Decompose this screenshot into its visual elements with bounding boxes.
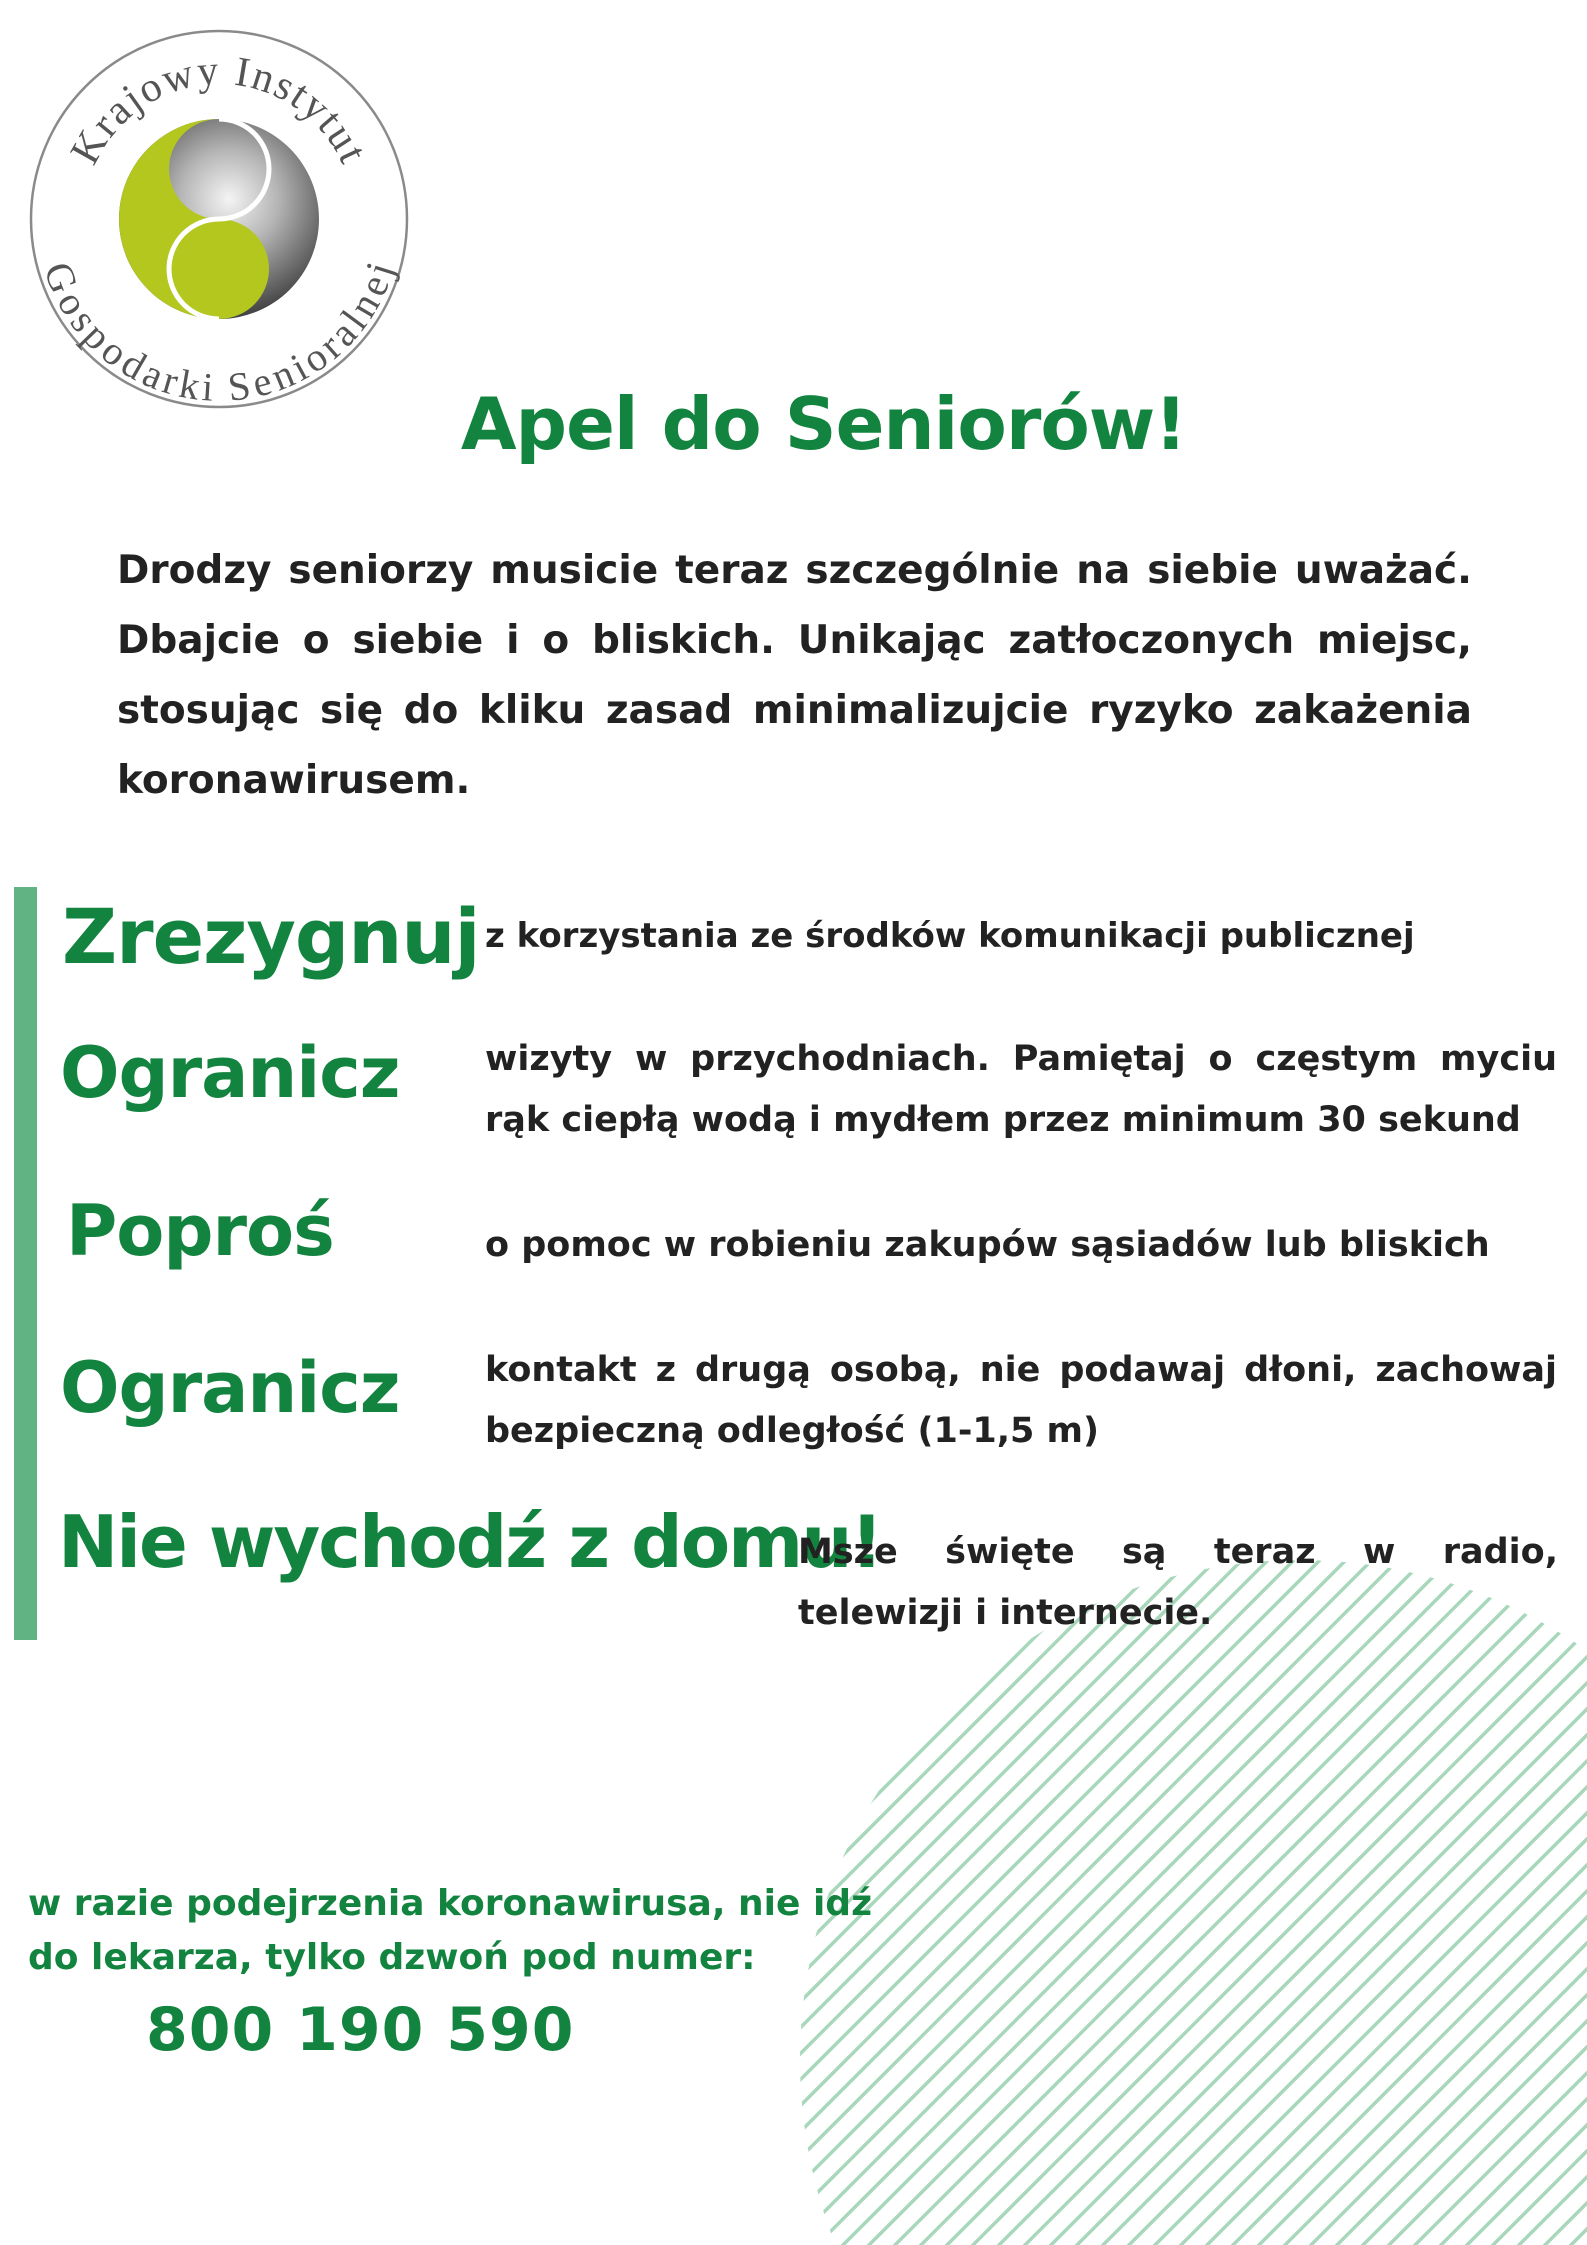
watermark-text — [1450, 1400, 1490, 2100]
action-description: kontakt z drugą osobą, nie podawaj dłoni, zachowaj bezpieczną odległość (1-1,5 m) — [485, 1350, 1557, 1451]
action-description: Msze święte są teraz w radio, telewizji i internecie. — [798, 1532, 1558, 1633]
action-verb: Nie wychodź z domu! — [58, 1500, 882, 1584]
svg-text:Gospodarki Senioralnej: Gospodarki Senioralnej — [35, 256, 404, 410]
action-verb: Ogranicz — [60, 1347, 400, 1429]
page-title: Apel do Seniorów! — [460, 382, 1187, 466]
svg-text:Krajowy Instytut: Krajowy Instytut — [62, 47, 377, 172]
action-verb: Ogranicz — [60, 1032, 400, 1114]
accent-bar — [14, 887, 37, 1640]
intro-paragraph: Drodzy seniorzy musicie teraz szczególnie na siebie uważać. Dbajcie o siebie i o bliskich. Unikając zatłoczonych miejsc, stosując się do kliku zasad minimalizujcie ryzyko zakażenia koronawirusem. — [117, 548, 1472, 803]
stripe-line — [1074, 1560, 1587, 2245]
action-verb: Zrezygnuj — [62, 892, 480, 981]
hotline-phone-number: 800 190 590 — [146, 1995, 575, 2065]
action-description: z korzystania ze środków komunikacji publicznej — [485, 916, 1415, 956]
action-verb: Poproś — [66, 1190, 334, 1272]
hotline-notice: w razie podejrzenia koronawirusa, nie idź do lekarza, tylko dzwoń pod numer: — [28, 1883, 873, 1978]
stripe-line — [1282, 1560, 1587, 2245]
institute-logo — [26, 26, 412, 412]
action-description: wizyty w przychodniach. Pamiętaj o częstym myciu rąk ciepłą wodą i mydłem przez minimum 30 sekund — [485, 1039, 1557, 1140]
action-description: o pomoc w robieniu zakupów sąsiadów lub bliskich — [485, 1225, 1490, 1265]
